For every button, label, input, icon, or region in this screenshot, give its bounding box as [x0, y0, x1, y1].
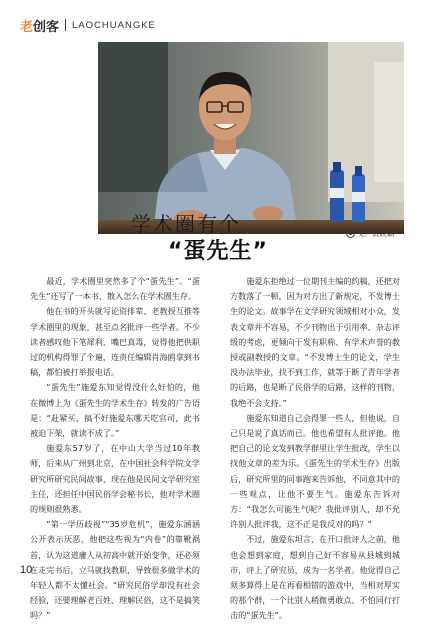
- paragraph: 他在书的开头就写论资排辈、老教授互推等学术圈里的现象，甚至点名批评一些学者。不少读者感叹他下笔犀利、嘴巴真毒，觉得他把供职过的机构得罪了个遍，连责任编辑肖海鸥拿到书稿，都怕被打举报电话。: [30, 306, 200, 378]
- right-column: [230, 274, 400, 624]
- paragraph: 施爱东57岁了，在中山大学当过10年教师，后来从广州到北京，在中国社会科学院文学研究所研究民间故事，现在他是民间文学研究室主任，还担任中国民俗学会秘书长，他对学术圈的规则很熟悉。: [30, 443, 200, 515]
- article-title-line-1: 学术圈有个: [131, 212, 241, 236]
- paragraph: 施爱东拒绝过一位期刊主编的约稿，还把对方数落了一顿，因为对方出了新规定，不发博士生的论文。故事学在文学研究领域相对小众，发表文章并不容易，不少刊物出于引用率、杂志评级的考虑，更倾向于发有职称、有学术声誉的教授或副教授的文章。“不发博士生的论文，学生没办法毕业，找不到工作，就等于断了青年学者的后路，也是断了民俗学的后路，这样的刊物，我绝不会支持。”: [230, 276, 400, 408]
- paragraph: 施爱东知道自己会得罪一些人，但他说，自己只是说了真话而已。他也希望有人批评他。他把自己的论文发到教学群里让学生批改，学生以找他文章的差为乐。《蛋先生的学术生存》出版后，研究所里的同事跑来告诉他，不同意其中的一些观点，让他不要生气。施爱东告诉对方：“我怎么可能生气呢？我批评别人，却不允许别人批评我，这不正是我反对的吗？”: [230, 412, 400, 530]
- brand-mark: 老: [20, 19, 34, 35]
- portrait-illustration: [98, 42, 404, 234]
- paragraph: “第一学历歧视”“35岁危机”，施爱东涵涵公开表示厌恶，他把这些视为“内卷”的靠靴祸首，认为这道庸人从初高中就开始变争，还必须在走完书后，立马就找教职，导致很多做学术的年轻人都不太懂社会。“研究民俗学却没有社会经验，还要理解老百姓、理解民俗，这不是搞笑吗？”: [30, 519, 200, 621]
- paragraph: 最近，学术圈里突然多了个“蛋先生”。“蛋先生”还写了一本书，散入怎么在学术圈生存。: [30, 276, 200, 302]
- brand-logo: [20, 16, 59, 35]
- column-header: [20, 17, 156, 33]
- byline: [346, 228, 395, 239]
- portrait-photo: [98, 42, 404, 234]
- paragraph: 不过，施爱东坦言，在开口批评人之前，他也会想到家庭，想到自己好不容易从县城到城市，评上了研究员，成为一名学者。他觉得自己须多算得上是在再看相错的游戏中，当相对厚实的那个群，一个比别人稍微勇敢点、不怕同行打击的“蛋先生”。: [230, 534, 400, 621]
- paragraph: “蛋先生”施爱东知觉得没什么好怕的，他在微博上为《蛋先生的学术生存》转发的广告语是：“赶紧买，搞不好施爱东哪天吃官司，此书被迫下架，就读不成了。”: [30, 382, 200, 439]
- header-divider: [65, 19, 66, 31]
- page-number: 10: [20, 564, 33, 576]
- left-column: [30, 274, 200, 624]
- brand-latin: LAOCHUANGKE: [72, 19, 156, 31]
- author-icon: [346, 229, 355, 238]
- article-title-line-2: “蛋先生”: [168, 239, 268, 264]
- brand-text: 创客: [33, 19, 60, 35]
- byline-text: 文／黄晓颖: [357, 229, 395, 238]
